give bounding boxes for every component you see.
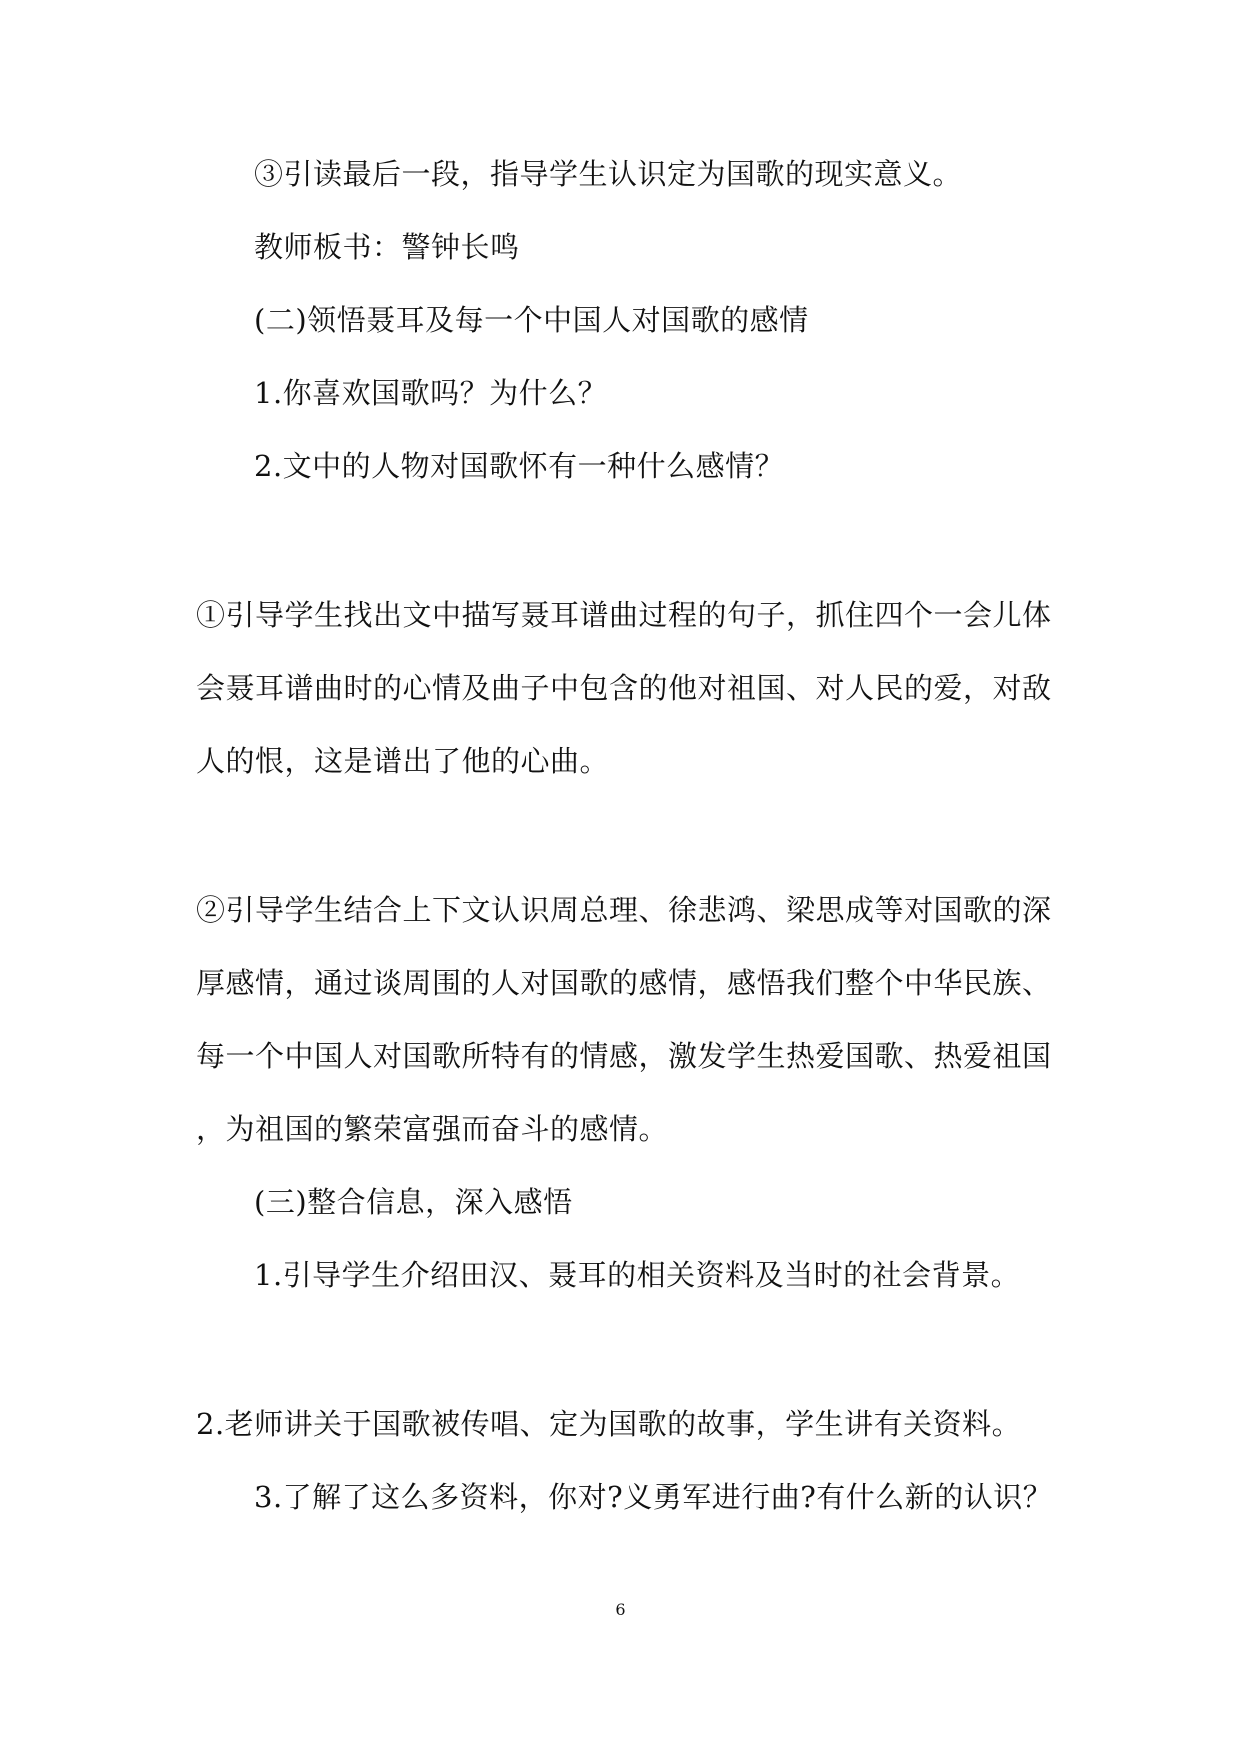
paragraph-line: ①引导学生找出文中描写聂耳谱曲过程的句子，抓住四个一会儿体	[196, 598, 1052, 632]
paragraph-line: 1.你喜欢国歌吗？为什么？	[254, 376, 608, 410]
paragraph-line: 会聂耳谱曲时的心情及曲子中包含的他对祖国、对人民的爱，对敌	[196, 671, 1052, 705]
paragraph-line: 教师板书：警钟长鸣	[254, 230, 520, 264]
paragraph-line: 1.引导学生介绍田汉、聂耳的相关资料及当时的社会背景。	[254, 1258, 1021, 1292]
paragraph-line: 人的恨，这是谱出了他的心曲。	[196, 744, 610, 778]
paragraph-line: 3.了解了这么多资料，你对?义勇军进行曲?有什么新的认识？	[254, 1480, 1053, 1514]
page-number: 6	[615, 1600, 626, 1619]
section-heading: (二)领悟聂耳及每一个中国人对国歌的感情	[254, 303, 809, 337]
paragraph-line: 厚感情，通过谈周围的人对国歌的感情，感悟我们整个中华民族、	[196, 966, 1052, 1000]
paragraph-line: 每一个中国人对国歌所特有的情感，激发学生热爱国歌、热爱祖国	[196, 1039, 1052, 1073]
paragraph-line: 2.文中的人物对国歌怀有一种什么感情？	[254, 449, 785, 483]
paragraph-line: ②引导学生结合上下文认识周总理、徐悲鸿、梁思成等对国歌的深	[196, 893, 1052, 927]
section-heading: (三)整合信息，深入感悟	[254, 1185, 573, 1219]
paragraph-line: ③引读最后一段，指导学生认识定为国歌的现实意义。	[254, 157, 963, 191]
paragraph-line: ，为祖国的繁荣富强而奋斗的感情。	[196, 1112, 669, 1146]
paragraph-line: 2.老师讲关于国歌被传唱、定为国歌的故事，学生讲有关资料。	[196, 1407, 1022, 1441]
